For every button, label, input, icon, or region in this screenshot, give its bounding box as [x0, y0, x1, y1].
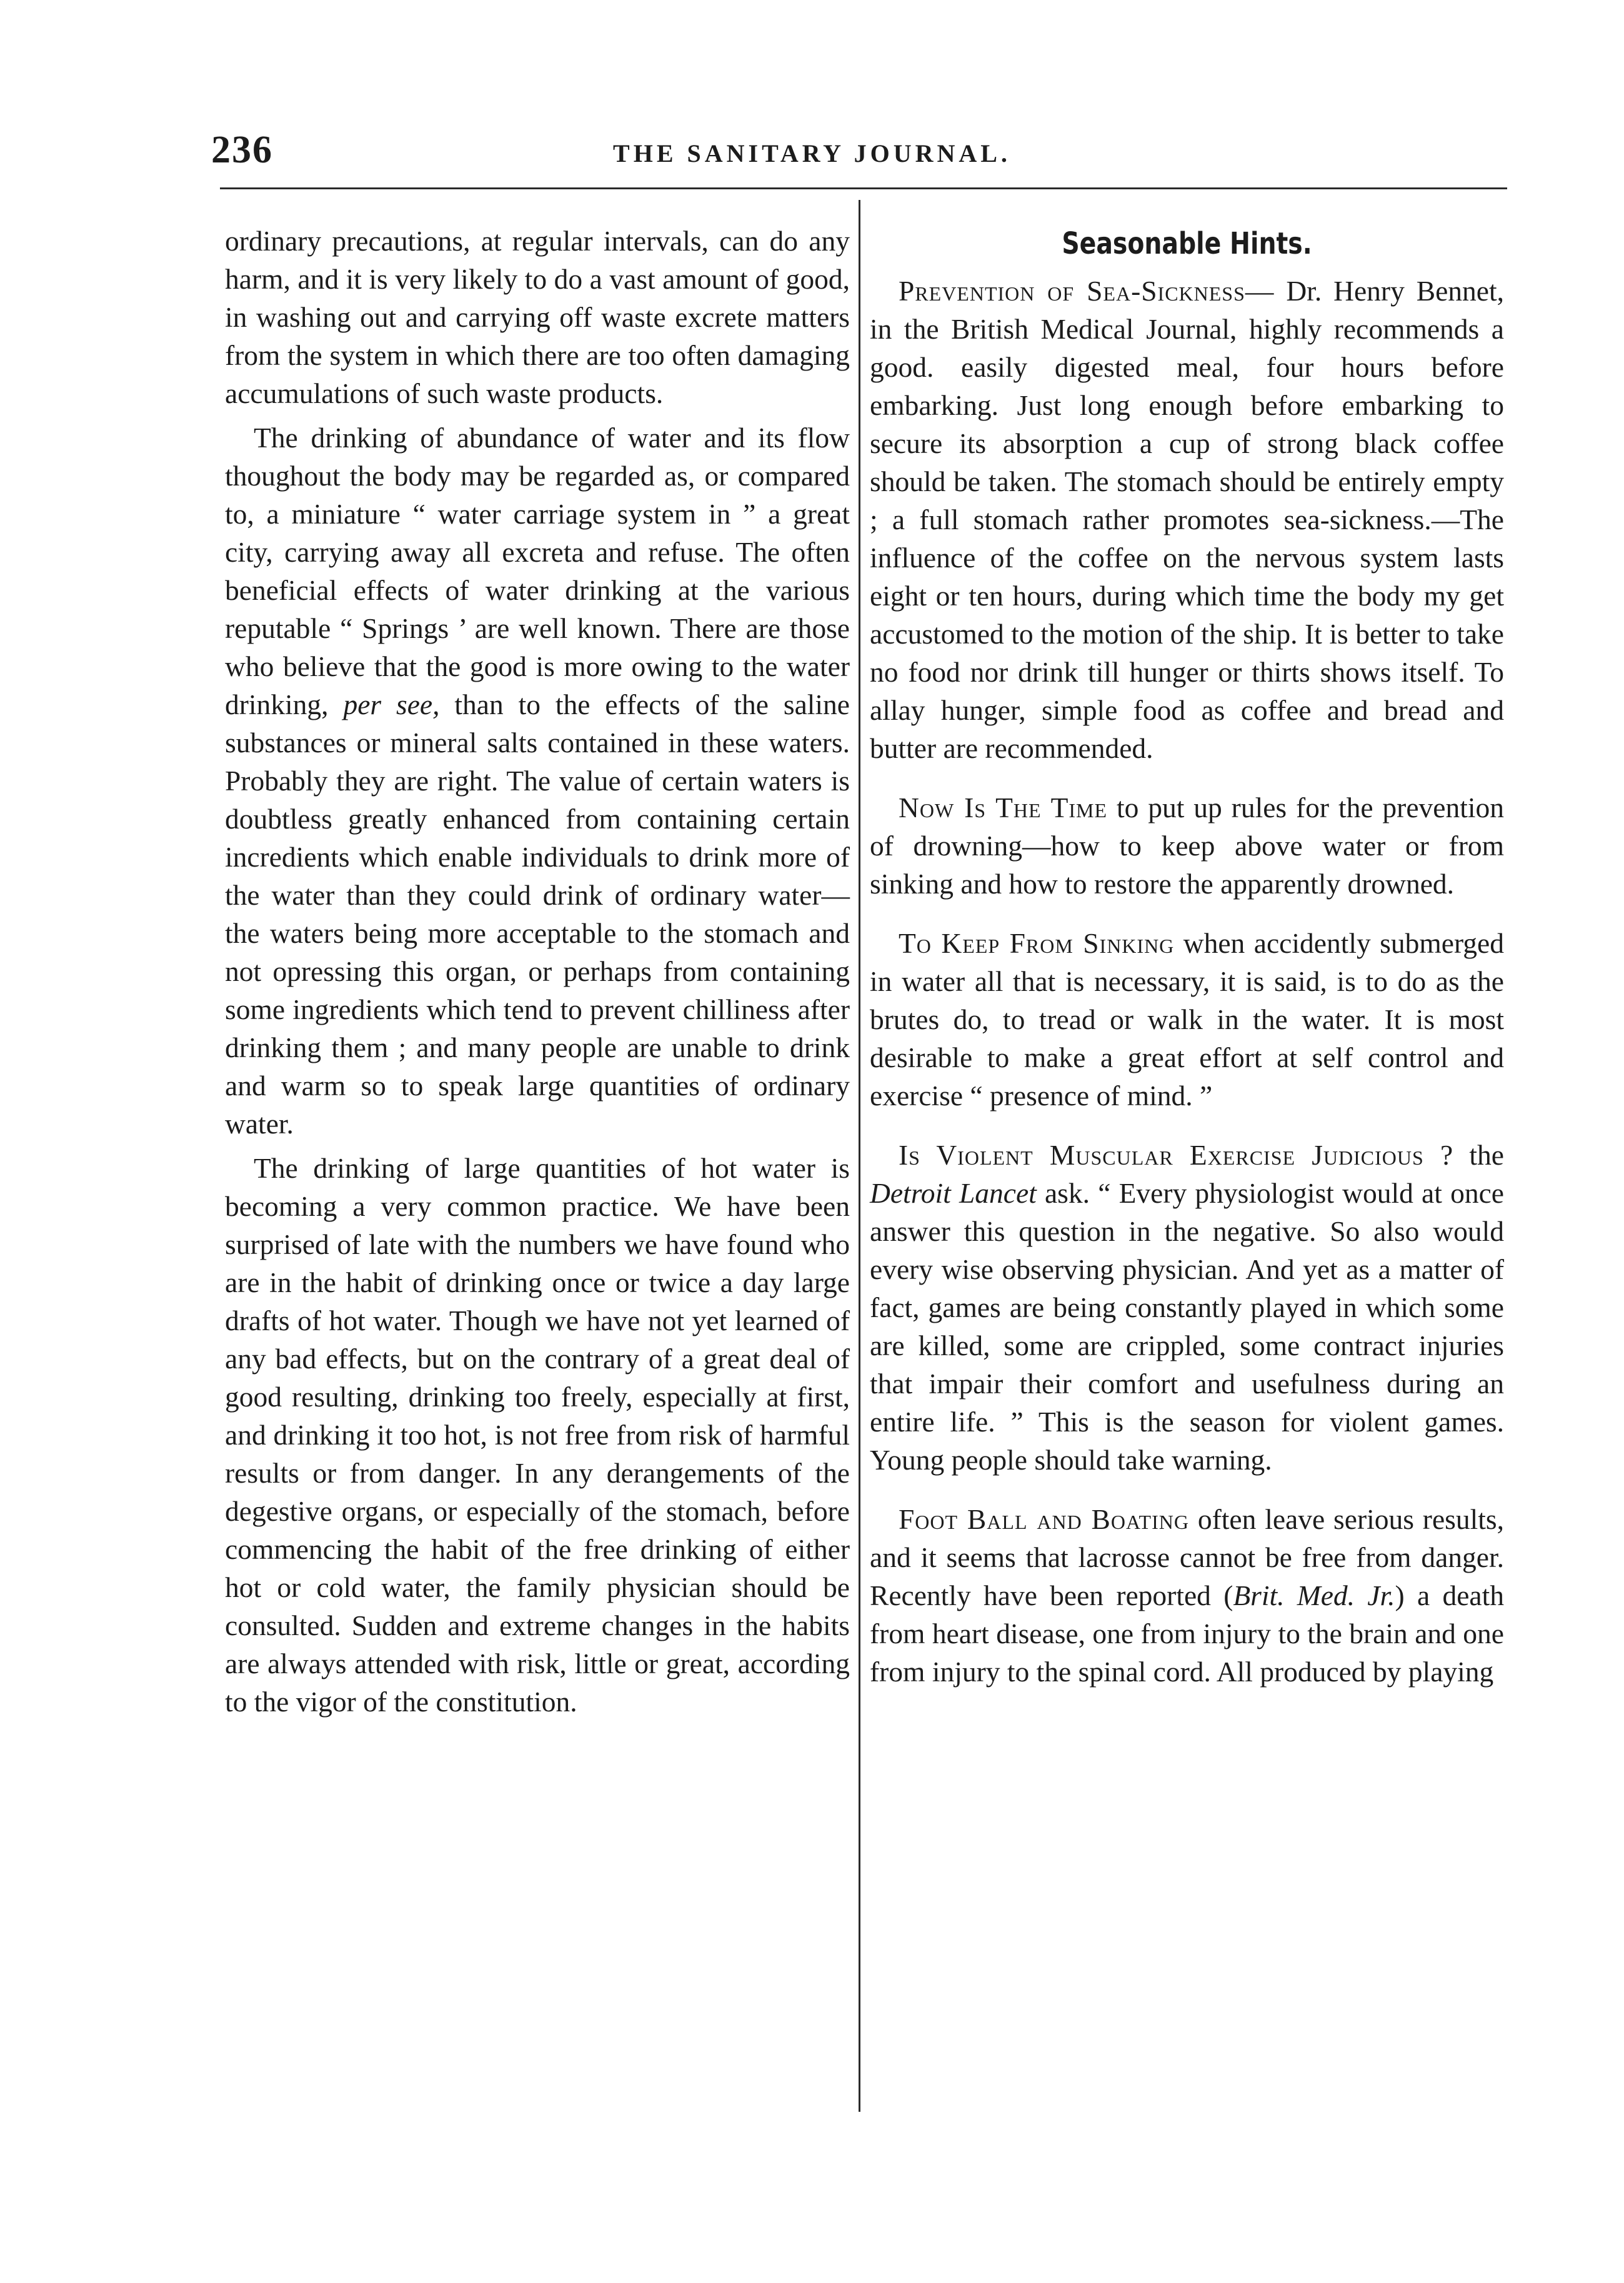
hint-foot-ball [870, 1500, 1504, 1691]
spacer [870, 910, 1504, 924]
hint-violent-exercise-lead: Is Violent Muscular Exercise Judicious ? [899, 1139, 1454, 1171]
hint-violent-exercise-text-b: ask. “ Every physiologist would at once answer this question in the negative. So also would every wise observing physician. And yet as a matter of fact, games are being constantly played in which some are killed, some are crippled, some contract injuries that impair their comfort and usefulness during an entire life. ” This is the season for violent games. Young people should take warning. [870, 1177, 1504, 1476]
left-paragraph-2-part-a: The drinking of abundance of water and its flow thoughout the body may be regarded as, or compared to, a miniature “ water carriage system in ” a great city, carrying away all excreta and refuse. The often beneficial effects of water drinking at the various reputable “ Springs ’ are well known. There are those who believe that the good is more owing to the water drinking, [225, 422, 850, 720]
hint-keep-from-sinking [870, 924, 1504, 1115]
hint-violent-exercise-text-a: the [1453, 1139, 1504, 1171]
hint-drowning-rules [870, 788, 1504, 903]
right-column [870, 222, 1504, 1698]
left-paragraph-2-italic: per see, [343, 689, 440, 720]
hint-foot-ball-text-b: ) a death from heart disease, one from injury to the brain and one from injury to the spinal cord. All produced by playing [870, 1579, 1504, 1688]
hint-violent-exercise [870, 1136, 1504, 1479]
column-divider [859, 200, 860, 2112]
header-rule [220, 187, 1507, 189]
spacer [870, 775, 1504, 788]
left-column [225, 222, 850, 1727]
left-paragraph-1: ordinary precautions, at regular intervals, can do any harm, and it is very likely to do a vast amount of good, in washing out and carrying off waste excrete matters from the system in which there are too often damaging accumulations of such waste products. [225, 225, 850, 409]
hint-sea-sickness-text: Dr. Henry Bennet, in the British Medical Journal, highly recommends a good. easily digested meal, four hours before embarking. Just long enough before embarking to secure its absorption a cup of strong black coffee should be taken. The stomach should be entirely empty ; a full stomach rather promotes sea-sickness.—The influence of the coffee on the nervous system lasts eight or ten hours, during which time the body my get accustomed to the motion of the ship. It is better to take no food nor drink till hunger or thirts shows itself. To allay hunger, simple food as coffee and bread and butter are recommended. [870, 275, 1504, 764]
left-paragraph-2-part-b: than to the effects of the saline substances or mineral salts contained in these waters. Probably they are right. The value of certain waters is doubtless greatly enhanced from containing certain incredients which enable individuals to drink more of the water than they could drink of ordinary water— the waters being more acceptable to the stomach and not opressing this organ, or perhaps from containing some ingredients which tend to prevent chilliness after drinking them ; and many people are unable to drink and warm so to speak large quantities of ordinary water. [225, 689, 850, 1140]
page-number: 236 [211, 129, 273, 171]
hint-foot-ball-text-a: often leave serious results, and it seems that lacrosse cannot be free from danger. Recently have been reported ( [870, 1503, 1504, 1611]
hint-drowning-rules-text: to put up rules for the prevention of drowning—how to keep above water or from sinking and how to restore the apparently drowned. [870, 792, 1505, 900]
hint-foot-ball-source: Brit. Med. Jr. [1233, 1579, 1395, 1611]
spacer [870, 1122, 1504, 1136]
hint-keep-from-sinking-text: when accidently submerged in water all that is necessary, it is said, is to do as the brutes do, to tread or walk in the water. It is most desirable to make a great effort at self control and exercise “ presence of mind. ” [870, 927, 1504, 1112]
hint-keep-from-sinking-lead: To Keep From Sinking [899, 927, 1175, 959]
running-head: THE SANITARY JOURNAL. [613, 139, 1011, 167]
hint-sea-sickness [870, 272, 1504, 767]
spacer [870, 1486, 1504, 1500]
hint-drowning-rules-lead: Now Is The Time [899, 792, 1108, 823]
hint-sea-sickness-lead: Prevention of Sea-Sickness— [899, 275, 1275, 307]
hint-foot-ball-lead: Foot Ball and Boating [899, 1503, 1189, 1535]
left-paragraph-2 [225, 419, 850, 1143]
left-paragraph-3: The drinking of large quantities of hot water is becoming a very common practice. We have been surprised of late with the numbers we have found who are in the habit of drinking once or twice a day large drafts of hot water. Though we have not yet learned of any bad effects, but on the contrary of a great deal of good resulting, drinking too freely, especially at first, and drinking it too hot, is not free from risk of harmful results or from danger. In any derangements of the degestive organs, or especially of the stomach, before commencing the habit of the free drinking of either hot or cold water, the family physician should be consulted. Sudden and extreme changes in the habits are always attended with risk, little or great, according to the vigor of the constitution. [225, 1152, 850, 1718]
hint-violent-exercise-source: Detroit Lancet [870, 1177, 1037, 1209]
section-title: Seasonable Hints. [1062, 226, 1312, 261]
